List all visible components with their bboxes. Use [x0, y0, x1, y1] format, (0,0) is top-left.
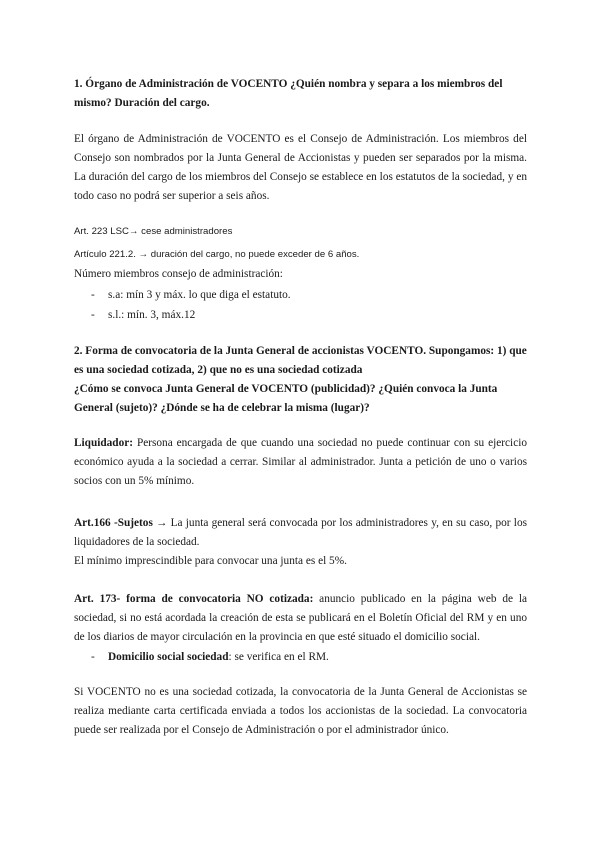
bullet-dash: - [91, 289, 95, 301]
art-166-paragraph [74, 514, 527, 552]
members-label: Número miembros consejo de administración: [74, 268, 283, 280]
bullet-dash: - [91, 309, 95, 321]
list-item [91, 306, 521, 325]
art-166-term: Art.166 -Sujetos [74, 517, 153, 529]
conclusion-paragraph: Si VOCENTO no es una sociedad cotizada, la convocatoria de la Junta General de Accionistas se realiza mediante carta certificada enviada a todos los accionistas de la sociedad. La convocatoria puede ser realizada por el Consejo de Administración o por el administrador único. [74, 686, 527, 736]
list-item [91, 648, 521, 667]
art-173-term: Art. 173- forma de convocatoria NO cotizada: [74, 593, 314, 605]
list-item-text: s.a: mín 3 y máx. lo que diga el estatuto. [108, 289, 291, 301]
question-2-heading: 2. Forma de convocatoria de la Junta General de accionistas VOCENTO. Supongamos: 1) que es una sociedad cotizada, 2) que no es una sociedad cotizada [74, 345, 527, 376]
question-2-subheading: ¿Cómo se convoca Junta General de VOCENTO (publicidad)? ¿Quién convoca la Junta General (sujeto)? ¿Dónde se ha de celebrar la misma (lugar)? [74, 383, 498, 414]
note-art-221: Artículo 221.2. → duración del cargo, no puede exceder de 6 años. [74, 249, 360, 260]
liquidador-text: Persona encargada de que cuando una sociedad no puede continuar con su ejercicio económico ayuda a la sociedad a cerrar. Similar al administrador. Junta a petición de uno o varios socios con un 5% mínimo. [74, 437, 527, 487]
question-1-heading: 1. Órgano de Administración de VOCENTO ¿Quién nombra y separa a los miembros del mismo? Duración del cargo. [74, 78, 503, 109]
domicilio-term: Domicilio social sociedad [108, 651, 229, 663]
note-art-223: Art. 223 LSC→ cese administradores [74, 226, 233, 237]
art-173-text: anuncio publicado en la página web de la sociedad, si no está acordada la creación de esta se publicará en el Boletín Oficial del RM y en uno de los diarios de mayor circulación en la provincia en que esté situado el domicilio social. [74, 593, 527, 643]
liquidador-paragraph [74, 434, 527, 491]
list-item-text: s.l.: mín. 3, máx.12 [108, 309, 196, 321]
list-item [91, 286, 521, 305]
art-173-paragraph [74, 590, 527, 647]
bullet-dash: - [91, 651, 95, 663]
liquidador-term: Liquidador: [74, 437, 134, 449]
art-166-text: → La junta general será convocada por los administradores y, en su caso, por los liquidadores de la sociedad. [74, 517, 527, 548]
art-166-minimum: El mínimo imprescindible para convocar una junta es el 5%. [74, 555, 347, 567]
domicilio-text: : se verifica en el RM. [228, 651, 329, 663]
question-1-answer: El órgano de Administración de VOCENTO es el Consejo de Administración. Los miembros del Consejo son nombrados por la Junta General de Accionistas y pueden ser separados por la misma. La duración del cargo de los miembros del Consejo se establece en los estatutos de la sociedad, y en todo caso no podrá ser superior a seis años. [74, 133, 527, 202]
